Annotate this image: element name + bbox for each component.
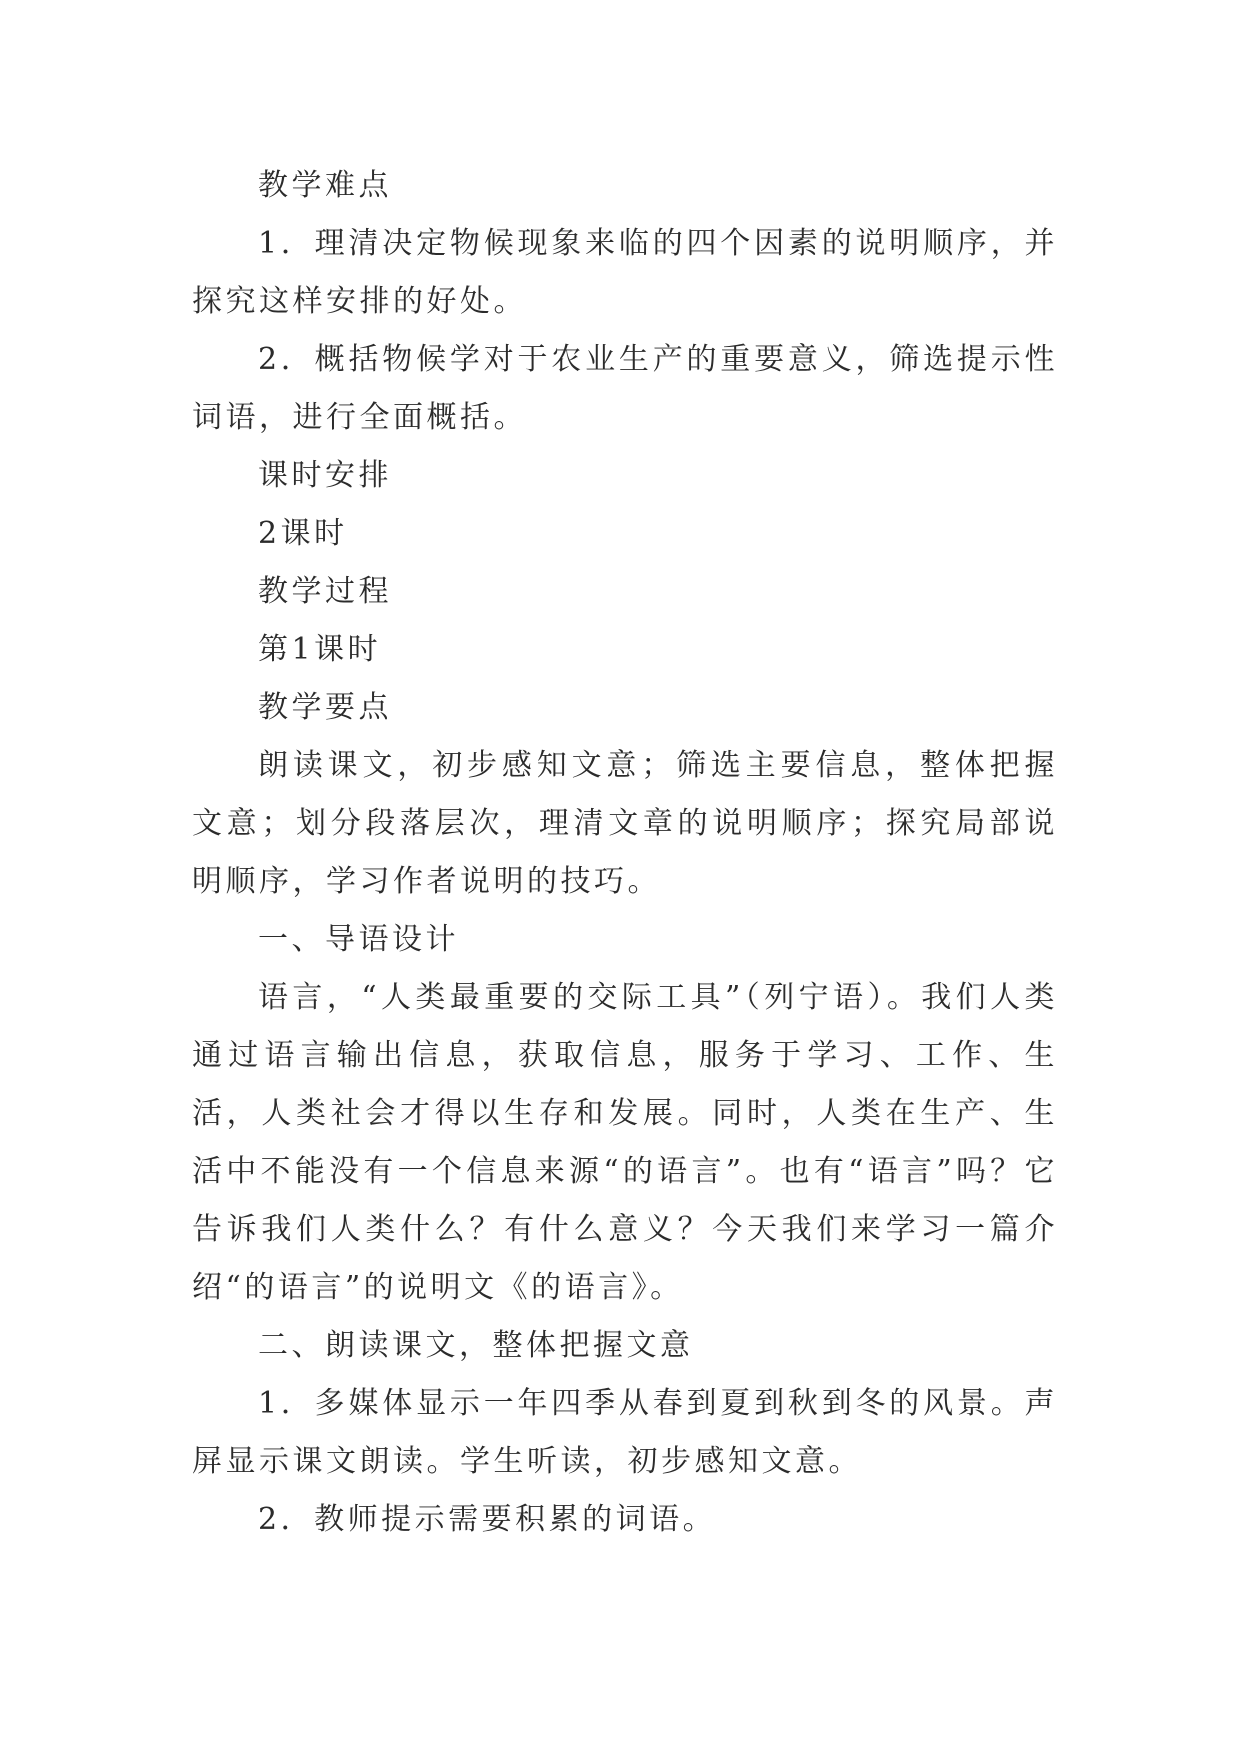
section-heading-reading: 二、朗读课文，整体把握文意 [258, 1328, 694, 1363]
lesson-1-heading: 第1课时 [258, 632, 382, 667]
schedule-value: 2课时 [258, 516, 348, 551]
difficulty-item-2: 2．概括物候学对于农业生产的重要意义，筛选提示性词语，进行全面概括。 [192, 342, 1058, 435]
reading-item-2: 2．教师提示需要积累的词语。 [258, 1502, 717, 1537]
section-heading-schedule: 课时安排 [258, 458, 392, 493]
intro-design-text: 语言，“人类最重要的交际工具”（列宁语）。我们人类通过语言输出信息，获取信息，服务于学习、工作、生活，人类社会才得以生存和发展。同时，人类在生产、生活中不能没有一个信息来源“的语言”。也有“语言”吗？它告诉我们人类什么？有什么意义？今天我们来学习一篇介绍“的语言”的说明文《的语言》。 [192, 980, 1058, 1305]
teaching-points-text: 朗读课文，初步感知文意；筛选主要信息，整体把握文意；划分段落层次，理清文章的说明顺序；探究局部说明顺序，学习作者说明的技巧。 [192, 748, 1058, 899]
reading-item-1: 1．多媒体显示一年四季从春到夏到秋到冬的风景。声屏显示课文朗读。学生听读，初步感知文意。 [192, 1386, 1058, 1479]
document-body [192, 157, 1058, 1549]
section-heading-teaching-points: 教学要点 [258, 690, 392, 725]
difficulty-item-1: 1．理清决定物候现象来临的四个因素的说明顺序，并探究这样安排的好处。 [192, 226, 1058, 319]
section-heading-teaching-process: 教学过程 [258, 574, 392, 609]
section-heading-teaching-difficulties: 教学难点 [258, 168, 392, 203]
section-heading-intro-design: 一、导语设计 [258, 922, 459, 957]
